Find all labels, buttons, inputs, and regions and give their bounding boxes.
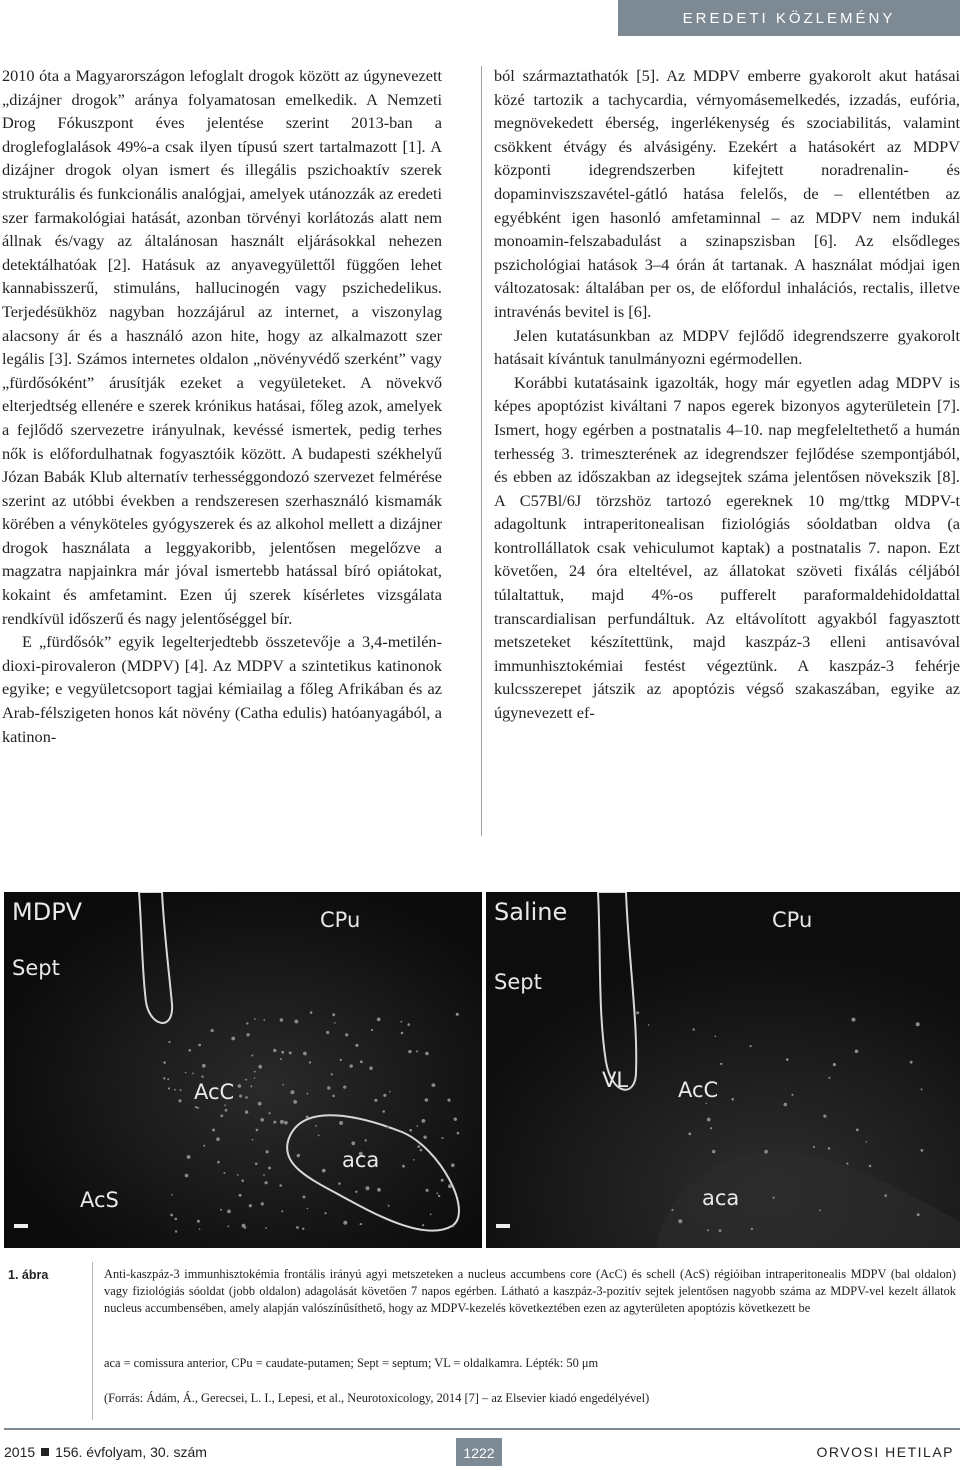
cell-dot [265,1227,267,1229]
cell-dot [343,1086,346,1089]
cell-dot [192,1073,194,1075]
cell-dot [168,1041,170,1043]
cell-dot [224,1104,226,1106]
cell-dot [258,1065,262,1069]
cell-dot [402,1165,405,1168]
cell-dot [846,1163,848,1165]
cell-dot [227,1210,231,1214]
cell-dot [231,1037,235,1041]
cell-dot [340,1059,342,1061]
cell-dot [360,1223,362,1225]
cell-dot [239,1194,242,1197]
cell-dot [251,1055,253,1057]
cell-dot [239,1095,242,1098]
cell-dot [246,1022,248,1024]
cell-dot [238,1084,242,1088]
cell-dot [377,1188,381,1192]
cell-dot [416,1125,418,1127]
cell-dot [374,1099,377,1102]
cell-dot [307,1208,309,1210]
cell-dot [345,1033,348,1036]
cell-dot [417,1145,420,1148]
cell-dot [249,1204,252,1207]
cell-dot [823,1115,826,1118]
caption-text: Anti-kaszpáz-3 immunhisztokémia frontális irányú agyi metszeteken a nucleus accumbens core (AcC) és schell (AcS) régióiban intraperitonealis MDPV (bal oldalon) vagy fiziológiás sóoldat (jobb oldalon) adagolását követően 7 napos egérben. Látható a kaszpáz-3-pozitív sejtek jelentősen nagyobb száma az MDPV-vel kezelt állatok nucleus accumbensében, amely alapján valószínűsíthető, hogy az MDPV-kezelés következtében ezen az agyterületen apoptózis következett be [104,1267,956,1315]
cell-dot [254,1018,256,1020]
cell-dot [707,1118,711,1122]
cell-dot [241,1179,244,1182]
cell-dot [719,1229,722,1232]
cell-dot [284,1121,288,1125]
cell-dot [430,1214,432,1216]
footer-issue [4,1444,207,1460]
panel-title-mdpv: MDPV [12,898,83,926]
cell-dot [334,1022,336,1024]
cell-dot [715,1036,717,1038]
cell-dot [350,1064,353,1067]
cell-dot [256,1129,259,1132]
paragraph: E „fürdősók” egyik legelterjedtebb összetevője a 3,4-metilén-dioxi-pirovaleron (MDPV) [4]. Az MDPV a szintetikus katinonok egyike; e vegyületcsoport tagjai kémiailag a főleg Afrikában és az Arab-félszigeten honos kát növény (Catha edulis) hatóanyagából, a katinon- [2,632,442,746]
cell-dot [416,1050,418,1052]
cell-dot [297,1154,300,1157]
cell-dot [452,1225,454,1227]
source-text: (Forrás: Ádám, Á., Gerecsei, L. I., Lepesi, et al., Neurotoxicology, 2014 [7] – az Elsevier kiadó engedélyével) [104,1391,650,1405]
cell-dot [425,1052,429,1056]
cell-dot [310,1011,313,1014]
cell-dot [197,1220,200,1223]
cell-dot [296,1226,299,1229]
cell-dot [167,1078,169,1080]
paragraph: 2010 óta a Magyarországon lefoglalt drogok között az úgynevezett „dizájner drogok” aránya folyamatosan emelkedik. A Nemzeti Drog Fókuszpont éves jelentése szerint 2013-ban a droglefoglalások 49%-a csak ilyen típusú szert tartalmazott [1]. A dizájner drogok olyan ismert és illegális pszichoaktív szerek strukturális és funkcionális analógjai, amelyek utánozzák az eredeti szer farmakológiai hatását, azonban törvényi korlátozás alatt nem állnak és/vagy az általánosan használt eljárásokkal nehezen detektálhatóak [2]. Hatásuk az anyavegyülettől függően lehet kannabisszerű, stimuláns, hallucinogén vagy pszichedelikus. Terjedésükhöz nagyban hozzájárul az internet, a viszonylag alacsony ár és a használó azon hite, hogy az alkalmazott szer legális [3]. Számos internetes oldalon „növényvédő szerként” vagy „fürdősóként” árusítják ezeket a vegyületeket. A növekvő elterjedtség ellenére e szerek krónikus hatásai, főleg azok, amelyek a fejlődő szervezetre irányulnak, kevéssé ismertek, pedig terhes nők is előfordulhatnak fogyasztóik között. A budapesti székhelyű Józan Babák Klub alternatív terhességgondozó szervezet felmérése szerint az utóbbi években a rendszeresen szerhasználó kismamák körében a vényköteles gyógyszerek és az alkohol mellett a dizájner drogok használata a leggyakoribb, jelentősen megelőzve a magzatra napjainkra már jóval ismertebb hatással bíró opiátokat, kokaint és amfetamint. Ezen új szerek kísérletes vizsgálata rendkívül időszerű és nagy jelentőséggel bír. [2,66,442,628]
cell-dot [306,1116,309,1119]
cell-dot [910,1061,913,1064]
cell-dot [448,1184,452,1188]
cell-dot [688,1133,691,1136]
right-column [494,64,960,725]
cell-dot [282,1084,284,1086]
cell-dot [921,1149,924,1152]
cell-dot [750,1045,752,1047]
cell-dot [784,1103,788,1107]
cell-dot [280,1120,284,1124]
cell-dot [197,1107,199,1109]
label-acc: AcC [194,1080,235,1104]
cell-dot [187,1155,191,1159]
cell-dot [386,1126,389,1129]
cell-dot [355,1044,358,1047]
cell-dot [407,1023,410,1026]
cell-dot [454,1118,457,1121]
cell-dot [260,1118,264,1122]
cell-dot [366,1186,370,1190]
panel-title-saline: Saline [494,898,568,926]
cell-dot [400,1021,402,1023]
cell-dot [273,1121,276,1124]
cell-dot [223,1172,225,1174]
paragraph: ból származtathatók [5]. Az MDPV emberre gyakorolt akut hatásai közé tartozik a tachycardia, vérnyomásemelkedés, izzadás, eufória, megnövekedett éberség, ingerlékenység és szociabilitás, valamint csökkent étvágy és alvásigény. Ezekért a hatásokért az MDPV központi idegrendszerben kifejtett noradrenalin- és dopaminviszszavétel-gátló hatása felelős, de – ellentétben az egyébként igen hasonló amfetaminnal – az MDPV nem indukál monoamin-felszabadulást a szinapszisban [6]. Az elsődleges pszichológiai hatások 3–4 órán át tartanak. A használat módjai igen változatosak: általában per os, de előfordul inhalációs, rectalis, illetve intravénás bevitel is [6]. [494,66,960,321]
cell-dot [921,1088,923,1090]
abbreviations-text: aca = comissura anterior, CPu = caudate-putamen; Sept = septum; VL = oldalkamra. Lépték: 50 μm [104,1356,599,1370]
cell-dot [302,1228,304,1230]
cell-dot [273,1049,276,1052]
cell-dot [731,1098,734,1101]
footer-year: 2015 [4,1444,36,1460]
cell-dot [442,1137,444,1139]
micrograph-mdpv-image [4,892,482,1248]
label-cpu: CPu [320,908,361,932]
cell-dot [202,1064,206,1068]
cell-dot [237,1174,239,1176]
cell-dot [250,1085,252,1087]
cell-dot [198,1044,201,1047]
left-column [2,64,442,748]
cell-dot [720,1063,722,1065]
cell-dot [706,1103,708,1105]
cell-dot [252,1139,254,1141]
label-acc: AcC [678,1078,719,1102]
cell-dot [293,1100,297,1104]
cell-dot [432,1083,436,1087]
cell-dot [175,1230,177,1232]
cell-dot [326,1031,329,1034]
label-sept: Sept [494,970,542,994]
cell-dot [258,1102,262,1106]
cell-dot [707,1229,709,1231]
cell-dot [441,1179,444,1182]
cell-dot [751,1228,753,1230]
label-aca: aca [702,1186,740,1210]
cell-dot [217,1161,220,1164]
cell-dot [307,1093,309,1095]
cell-dot [678,1219,682,1223]
cell-dot [383,1094,386,1097]
cell-dot [268,1167,271,1170]
cell-dot [648,1024,650,1026]
cell-dot [212,1129,215,1132]
micrograph-saline [486,892,960,1248]
cell-dot [254,1077,256,1079]
cell-dot [303,1196,306,1199]
cell-dot [261,1202,264,1205]
cell-dot [324,1212,326,1214]
cell-dot [246,1033,249,1036]
cell-dot [281,1051,284,1054]
cell-dot [828,1077,830,1079]
cell-dot [819,1209,821,1211]
cell-dot [327,1086,330,1089]
cell-dot [712,1150,715,1153]
cell-dot [163,1061,166,1064]
scale-bar [496,1224,510,1228]
cell-dot [833,1063,836,1066]
cell-dot [426,1189,429,1192]
cell-dot [201,1076,203,1078]
cell-dot [371,1029,373,1031]
cell-dot [420,1149,423,1152]
cell-dot [360,1060,363,1063]
cell-dot [869,1165,872,1168]
cell-dot [447,1099,450,1102]
cell-dot [227,1226,229,1228]
scale-bar [14,1224,28,1228]
cell-dot [332,1095,335,1098]
cell-dot [365,1139,367,1141]
label-acs: AcS [80,1188,119,1212]
cell-dot [866,1141,868,1143]
cell-dot [168,1087,170,1089]
footer-rule [4,1428,960,1430]
cell-dot [225,1109,228,1112]
cell-dot [436,1192,438,1194]
cell-dot [343,1221,347,1225]
cell-dot [170,1214,173,1217]
cell-dot [281,1210,283,1212]
cell-dot [266,1150,269,1153]
cell-dot [280,1058,282,1060]
micrograph-mdpv [4,892,482,1248]
journal-name: ORVOSI HETILAP [816,1444,954,1460]
cell-dot [245,1110,248,1113]
cell-dot [309,1061,311,1063]
cell-dot [791,1094,793,1096]
cell-dot [764,1150,768,1154]
cell-dot [856,1129,859,1132]
cell-dot [636,1011,639,1014]
cell-dot [163,1077,165,1079]
cell-dot [315,1125,317,1127]
cell-dot [303,1052,307,1056]
cell-dot [457,1132,460,1135]
cell-dot [185,1174,189,1178]
cell-dot [332,1013,335,1016]
cell-dot [422,1119,426,1123]
cell-dot [322,1169,326,1173]
cell-dot [318,1135,320,1137]
cell-dot [884,1194,887,1197]
cell-dot [220,1114,223,1117]
cell-dot [339,1121,343,1125]
figure-abbreviations [104,1355,956,1372]
cell-dot [295,1020,299,1024]
cell-dot [423,1136,426,1139]
cell-dot [456,1013,459,1016]
cell-dot [178,1099,181,1102]
page-number: 1222 [456,1438,502,1466]
cell-dot [220,1209,222,1211]
cell-dot [786,1058,789,1061]
label-vl: VL [602,1068,629,1092]
paragraph: Korábbi kutatásaink igazolták, hogy már egyetlen adag MDPV is képes apoptózist kiváltani 7 napos egerek bizonyos agyterületein [7]. Ismert, hogy egérben a postnatalis 4–10. nap megfeleltethető a humán terhesség 3. trimeszterének az idegrendszer fejlődése szempontjából, és ebben az időszakban az idegsejtek száma jelentősen növekszik [8]. A C57Bl/6J törzshöz tartozó egereknek 10 mg/ttkg MDPV-t adagoltunk intraperitonealisan fiziológiás sóoldatban oldva (a kontrollállatok csak vehiculumot kaptak) a postnatalis 7. napon. Ezt követően, 24 óra elteltével, az állatokat szöveti fixálás céljából túlaltattuk, majd 4%-os pufferelt paraformaldehidoldattal transcardialisan perfundáltuk. Az eltávolított agyakból fagyasztott metszeteket készítettünk, majd kaszpáz-3 elleni antisavóval immunhisztokémiai festést végeztünk. A kaszpáz-3 fehérje kulcsszerepet játszik az apoptózis végső szakaszában, egyike az úgynevezett ef- [494,372,960,723]
cell-dot [171,1194,173,1196]
cell-dot [916,1022,920,1026]
label-sept: Sept [12,956,60,980]
cell-dot [255,1163,258,1166]
cell-dot [917,1213,920,1216]
cell-dot [773,1197,775,1199]
cell-dot [338,1182,341,1185]
cell-dot [369,1066,373,1070]
square-bullet-icon [41,1448,49,1456]
figure-label: 1. ábra [8,1268,49,1282]
cell-dot [254,1071,256,1073]
cell-dot [189,1049,192,1052]
cell-dot [693,1028,695,1030]
cell-dot [828,1147,831,1150]
cell-dot [671,1209,673,1211]
cell-dot [279,1184,282,1187]
cell-dot [401,1032,404,1035]
cell-dot [408,1050,411,1053]
cell-dot [813,1146,815,1148]
footer-volume: 156. évfolyam, 30. szám [55,1444,207,1460]
cell-dot [377,1018,381,1022]
cell-dot [244,1226,247,1229]
section-header: EREDETI KÖZLEMÉNY [618,0,960,36]
cell-dot [382,1110,385,1113]
cell-dot [174,1089,176,1091]
cell-dot [425,1098,429,1102]
cell-dot [245,1079,247,1081]
cell-dot [451,1163,455,1167]
cell-dot [388,1205,390,1207]
cell-dot [438,1195,440,1197]
paragraph: Jelen kutatásunkban az MDPV fejlődő idegrendszerre gyakorolt hatásait kívántuk tanulmányozni egérmodellen. [494,325,960,369]
cell-dot [855,1050,859,1054]
cell-dot [710,1127,712,1129]
cell-dot [175,1218,178,1221]
cell-dot [290,1090,294,1094]
cell-dot [852,1018,856,1022]
cell-dot [265,1181,268,1184]
cell-dot [199,1228,201,1230]
figure-caption [104,1266,956,1317]
label-cpu: CPu [772,908,813,932]
cell-dot [263,1174,265,1176]
label-aca: aca [342,1148,380,1172]
cell-dot [413,1159,415,1161]
cell-dot [269,1112,271,1114]
cell-dot [355,1191,357,1193]
cell-dot [211,1029,214,1032]
column-divider [481,66,482,836]
cell-dot [289,1051,292,1054]
cell-dot [245,1096,248,1099]
cell-dot [351,1141,355,1145]
cell-dot [180,1089,182,1091]
cell-dot [331,1073,333,1075]
cell-dot [185,1072,187,1074]
cell-dot [263,1019,265,1021]
cell-dot [422,1224,424,1226]
cell-dot [203,1145,205,1147]
cell-dot [280,1018,284,1022]
figure-source [104,1390,956,1407]
cell-dot [409,1129,412,1132]
cell-dot [389,1091,391,1093]
caption-divider [92,1262,93,1420]
cell-dot [195,1106,197,1108]
cell-dot [216,1137,220,1141]
